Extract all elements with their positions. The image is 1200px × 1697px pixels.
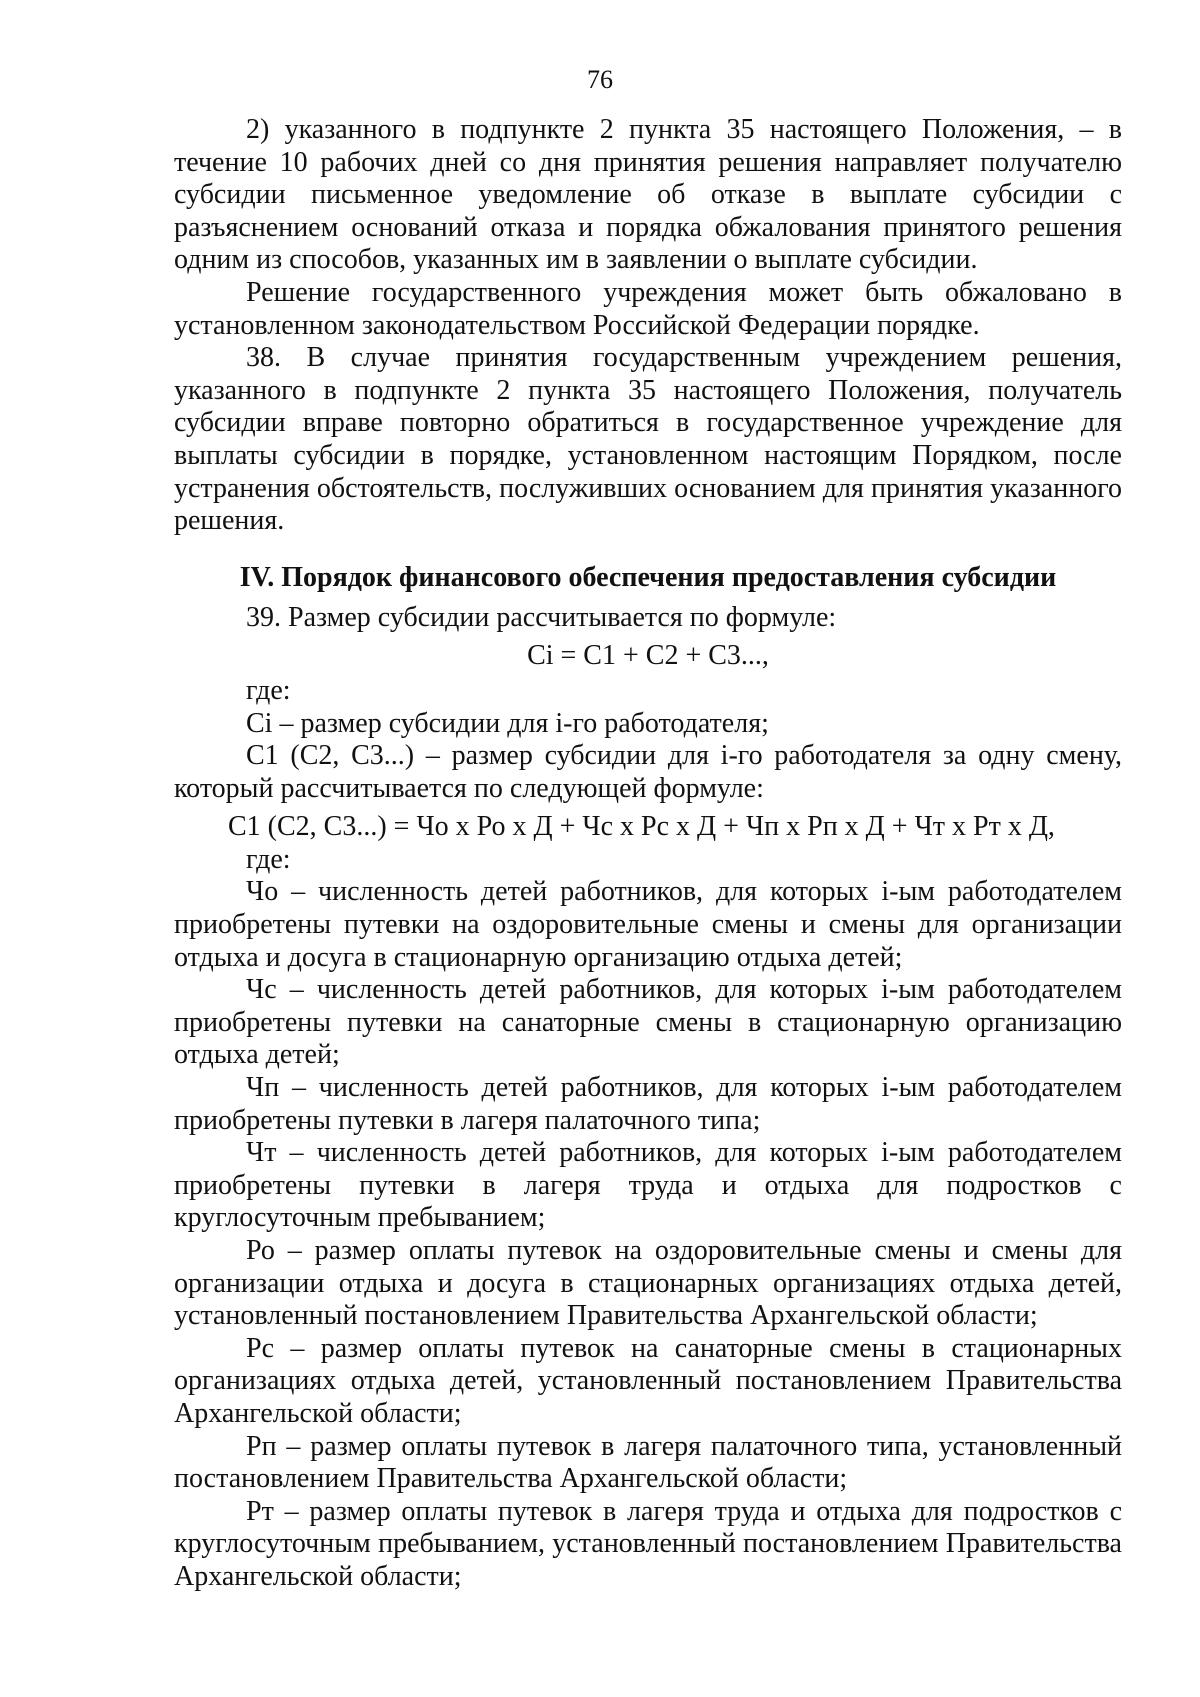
definition-ro: Ро – размер оплаты путевок на оздоровительные смены и смены для организации отдыха и досуга в стационарных организациях отдыха детей, установленный постановлением Правительства Архангельской области;: [174, 1235, 1122, 1332]
paragraph-38: 38. В случае принятия государственным учреждением решения, указанного в подпункте 2 пункта 35 настоящего Положения, получатель субсидии вправе повторно обратиться в государственное учреждение для выплаты субсидии в порядке, установленном настоящим Порядком, после устранения обстоятельств, послуживших основанием для принятия указанного решения.: [174, 342, 1122, 537]
definition-cho: Чо – численность детей работников, для которых i-ым работодателем приобретены путевки на оздоровительные смены и смены для организации отдыха и досуга в стационарную организацию отдыха детей;: [174, 876, 1122, 973]
definition-rt: Рт – размер оплаты путевок в лагеря труда и отдыха для подростков с круглосуточным пребыванием, установленный постановлением Правительства Архангельской области;: [174, 1495, 1122, 1592]
page-number: 76: [587, 65, 613, 94]
section-heading: IV. Порядок финансового обеспечения предоставления субсидии: [239, 561, 1057, 593]
definition-c1: C1 (C2, C3...) – размер субсидии для i-го работодателя за одну смену, который рассчитывается по следующей формуле:: [174, 740, 1122, 804]
paragraph-appeal: Решение государственного учреждения может быть обжаловано в установленном законодательством Российской Федерации порядке.: [174, 276, 1122, 341]
definition-rp: Рп – размер оплаты путевок в лагеря палаточного типа, установленный постановлением Правительства Архангельской области;: [174, 1430, 1122, 1495]
formula-ci: Ci = C1 + C2 + C3...,: [527, 640, 769, 672]
where-label: где:: [246, 843, 291, 875]
definition-ci: Ci – размер субсидии для i-го работодателя;: [246, 707, 769, 739]
paragraph-subitem-2: 2) указанного в подпункте 2 пункта 35 настоящего Положения, – в течение 10 рабочих дней со дня принятия решения направляет получателю субсидии письменное уведомление об отказе в выплате субсидии с разъяснением оснований отказа и порядка обжалования принятого решения одним из способов, указанных им в заявлении о выплате субсидии.: [174, 114, 1122, 276]
definition-rs: Рс – размер оплаты путевок на санаторные смены в стационарных организациях отдыха детей, установленный постановлением Правительства Архангельской области;: [174, 1332, 1122, 1429]
where-label: где:: [246, 674, 291, 706]
definition-chs: Чс – численность детей работников, для которых i-ым работодателем приобретены путевки на санаторные смены в стационарную организацию отдыха детей;: [174, 974, 1122, 1071]
formula-c1: C1 (C2, C3...) = Чо х Ро х Д + Чс х Рс х Д + Чп х Рп х Д + Чт х Рт х Д,: [228, 811, 1055, 843]
document-body: [174, 114, 1122, 1594]
paragraph-39: 39. Размер субсидии рассчитывается по формуле:: [246, 601, 837, 633]
definition-cht: Чт – численность детей работников, для которых i-ым работодателем приобретены путевки в лагеря труда и отдыха для подростков с круглосуточным пребыванием;: [174, 1137, 1122, 1234]
definition-chp: Чп – численность детей работников, для которых i-ым работодателем приобретены путевки в лагеря палаточного типа;: [174, 1072, 1122, 1136]
